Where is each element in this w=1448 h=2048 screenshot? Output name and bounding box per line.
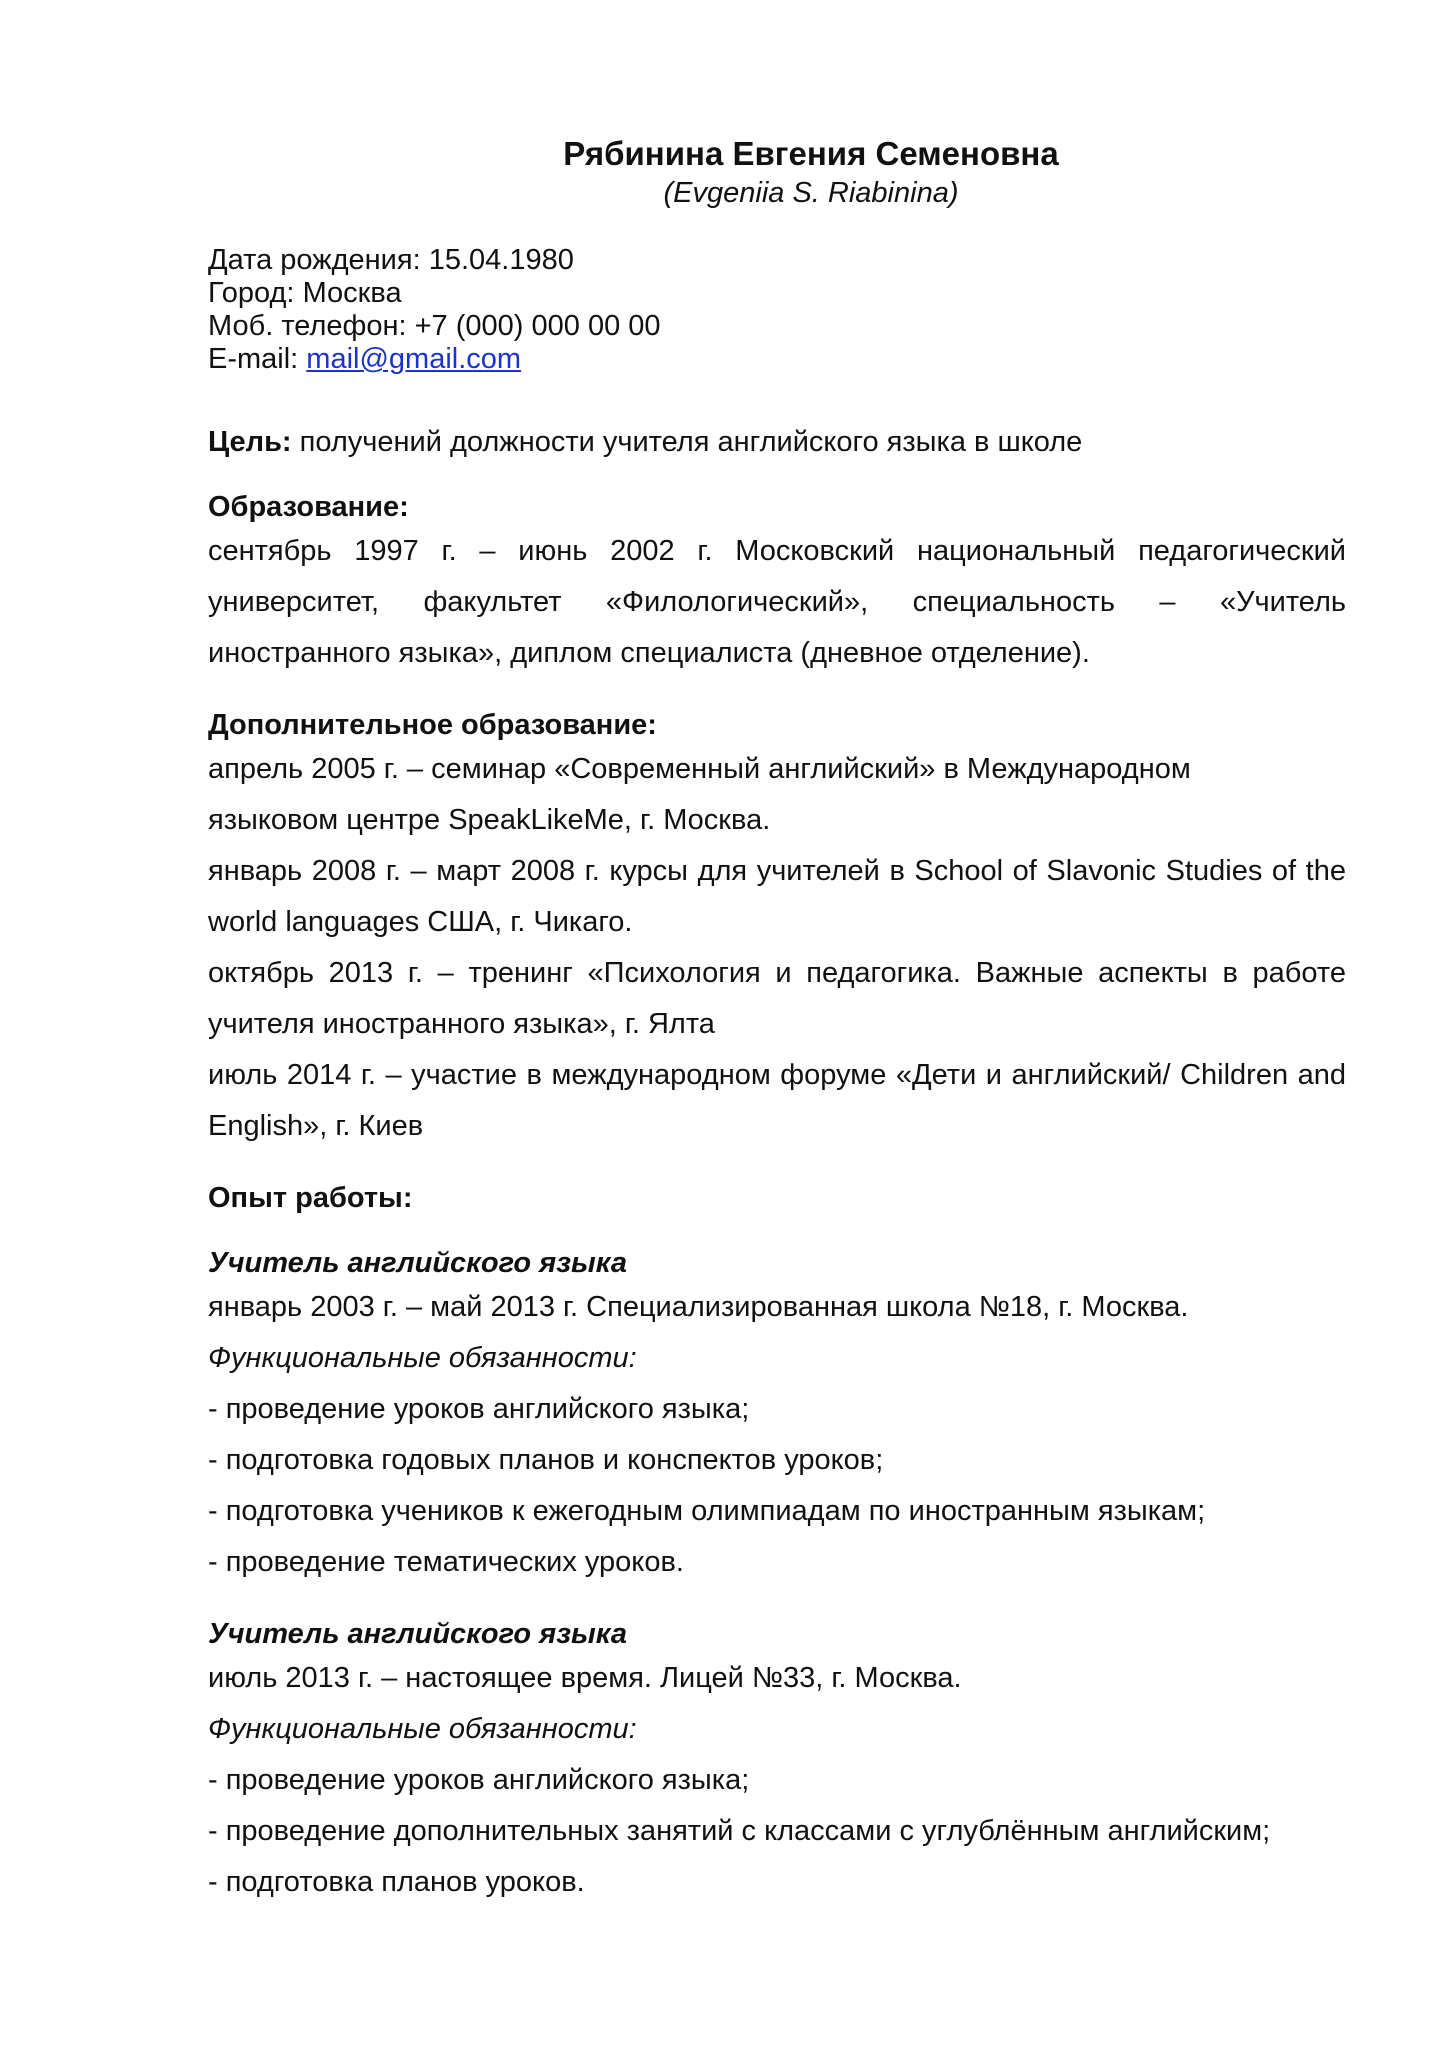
email-link[interactable]: mail@gmail.com: [306, 343, 522, 375]
city-label: Город:: [208, 277, 303, 309]
contacts-block: [208, 244, 1346, 376]
phone-label: Моб. телефон:: [208, 310, 415, 342]
additional-education-item-4: июль 2014 г. – участие в международном форуме «Дети и английский/ Children and English», г. Киев: [208, 1059, 1346, 1142]
job-2-title: Учитель английского языка: [208, 1618, 627, 1650]
birth-date-label: Дата рождения:: [208, 244, 429, 276]
education-text: сентябрь 1997 г. – июнь 2002 г. Московский национальный педагогический университет, факультет «Филологический», специальность – «Учитель иностранного языка», диплом специалиста (дневное отделение).: [208, 535, 1346, 669]
additional-education-item-2: январь 2008 г. – март 2008 г. курсы для учителей в School of Slavonic Studies of the world languages США, г. Чикаго.: [208, 855, 1346, 938]
goal-text: получений должности учителя английского языка в школе: [291, 426, 1083, 458]
job-2-duty-2: - проведение дополнительных занятий с классами с углублённым английским;: [208, 1815, 1271, 1847]
goal-label: Цель:: [208, 426, 292, 458]
full-name: Рябинина Евгения Семеновна: [563, 135, 1059, 172]
phone-value: +7 (000) 000 00 00: [414, 310, 661, 342]
education-heading: Образование:: [208, 491, 409, 523]
job-1-title: Учитель английского языка: [208, 1247, 627, 1279]
resume-page: [208, 134, 1346, 1908]
city-value: Москва: [302, 277, 402, 309]
job-1-duty-1: - проведение уроков английского языка;: [208, 1393, 750, 1425]
additional-education-list: [208, 744, 1346, 1152]
city-row: [208, 277, 1346, 310]
job-1-period: январь 2003 г. – май 2013 г. Специализированная школа №18, г. Москва.: [208, 1291, 1189, 1323]
goal-row: [208, 423, 1346, 461]
additional-education-heading: Дополнительное образование:: [208, 709, 657, 741]
job-1-duty-2: - подготовка годовых планов и конспектов уроков;: [208, 1444, 884, 1476]
latin-name: (Evgeniia S. Riabinina): [663, 177, 959, 209]
job-2-duties-label: Функциональные обязанности:: [208, 1713, 637, 1745]
birth-date-row: [208, 244, 1346, 277]
job-1-duty-3: - подготовка учеников к ежегодным олимпиадам по иностранным языкам;: [208, 1495, 1206, 1527]
birth-date-value: 15.04.1980: [428, 244, 574, 276]
phone-row: [208, 310, 1346, 343]
job-1-duty-4: - проведение тематических уроков.: [208, 1546, 684, 1578]
job-1-duties-label: Функциональные обязанности:: [208, 1342, 637, 1374]
job-2-duty-1: - проведение уроков английского языка;: [208, 1764, 750, 1796]
email-label: E-mail:: [208, 343, 307, 375]
job-2-duty-3: - подготовка планов уроков.: [208, 1866, 585, 1898]
additional-education-item-1-line1: апрель 2005 г. – семинар «Современный английский» в Международном: [208, 753, 1191, 785]
email-row: [208, 343, 1346, 376]
job-2-period: июль 2013 г. – настоящее время. Лицей №33, г. Москва.: [208, 1662, 962, 1694]
additional-education-item-1-line2: языковом центре SpeakLikeMe, г. Москва.: [208, 804, 771, 836]
experience-heading: Опыт работы:: [208, 1182, 413, 1214]
additional-education-item-3: октябрь 2013 г. – тренинг «Психология и педагогика. Важные аспекты в работе учителя иностранного языка», г. Ялта: [208, 957, 1346, 1040]
